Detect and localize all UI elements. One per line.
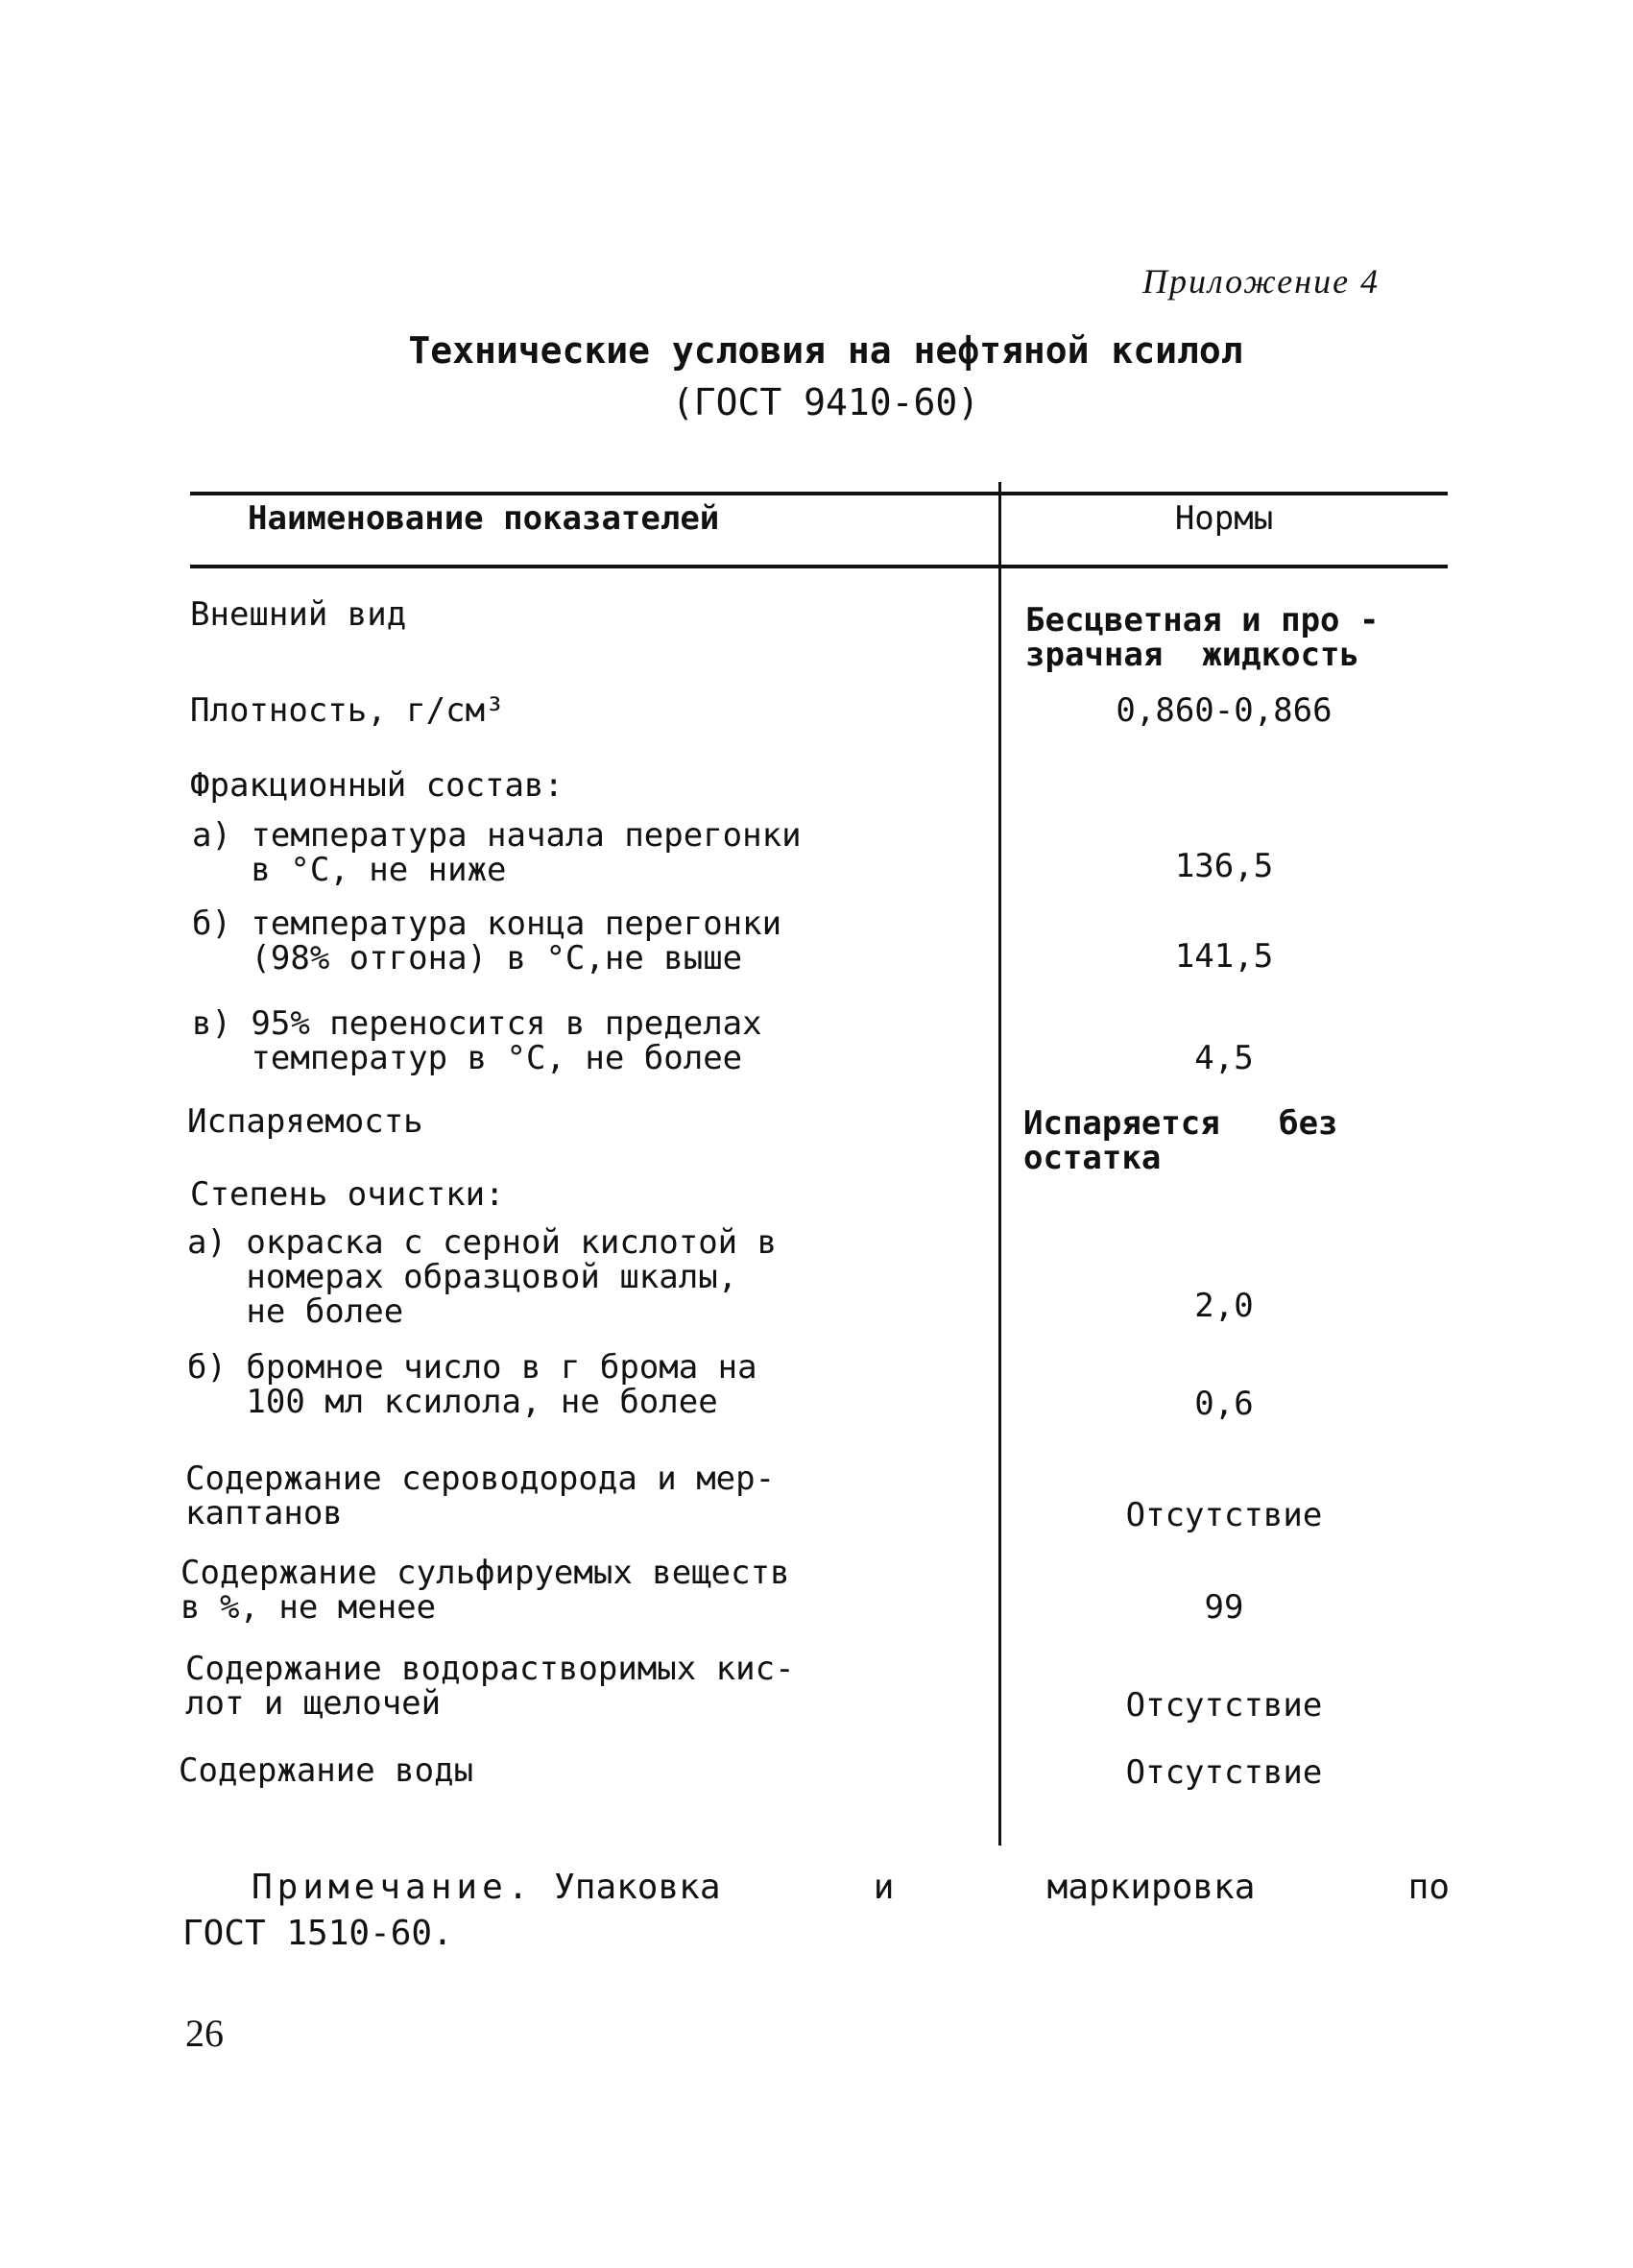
note-word: Упаковка — [554, 1868, 721, 1907]
row-name: Содержание воды — [179, 1751, 474, 1790]
row-name: Содержание сульфируемых веществ в %, не менее — [180, 1554, 790, 1627]
row-name: Содержание сероводорода и мер- каптанов — [185, 1460, 776, 1532]
row-norm: Отсутствие — [1125, 1496, 1323, 1534]
row-name: в) 95% переносится в пределах температур в °С, не более — [192, 1004, 762, 1077]
row-name: а) температура начала перегонки в °С, не ниже — [192, 816, 802, 889]
row-norm: Отсутствие — [1125, 1686, 1323, 1725]
row-norm: 0,6 — [1194, 1385, 1254, 1423]
header-norms: Нормы — [1174, 499, 1274, 538]
row-name: Содержание водорастворимых кис- лот и щелочей — [185, 1650, 795, 1723]
title-line-2: (ГОСТ 9410-60) — [671, 381, 980, 423]
header-name: Наименование показателей — [248, 499, 720, 538]
note-line-1 — [182, 1865, 1450, 1911]
table-top-rule — [190, 492, 1448, 495]
row-name: Испаряемость — [187, 1102, 423, 1141]
note-word: по — [1407, 1868, 1450, 1907]
row-norm: 99 — [1204, 1588, 1244, 1627]
row-name: Внешний вид — [190, 595, 407, 634]
row-name: б) температура конца перегонки (98% отгона) в °С,не выше — [192, 905, 782, 977]
table-header-rule — [190, 565, 1448, 568]
row-name: б) бромное число в г брома на 100 мл ксилола, не более — [187, 1348, 757, 1421]
row-name: Плотность, г/см³ — [190, 691, 505, 730]
row-norm: 2,0 — [1194, 1287, 1254, 1325]
note-word: маркировка — [1046, 1868, 1256, 1907]
row-norm: 4,5 — [1194, 1039, 1254, 1077]
page-number: 26 — [185, 2012, 224, 2055]
note-label: Примечание. — [252, 1868, 534, 1907]
row-norm: Бесцветная и про - зрачная жидкость — [1025, 601, 1380, 674]
row-norm: 141,5 — [1174, 937, 1274, 976]
row-name: Степень очистки: — [190, 1175, 505, 1214]
row-norm: 0,860-0,866 — [1116, 691, 1333, 730]
title-line-1: Технические условия на нефтяной ксилол — [408, 329, 1243, 372]
row-norm: Испаряется без остатка — [1023, 1104, 1338, 1177]
table-column-divider — [998, 482, 1001, 1846]
row-norm: 136,5 — [1174, 847, 1274, 885]
row-name: Фракционный состав: — [190, 766, 564, 805]
row-norm: Отсутствие — [1125, 1753, 1323, 1792]
note — [182, 1865, 1450, 1957]
note-line-2: ГОСТ 1510-60. — [182, 1914, 453, 1953]
document-title — [346, 325, 1306, 428]
note-word: и — [873, 1868, 895, 1907]
appendix-label: Приложение 4 — [1142, 262, 1381, 301]
row-name: а) окраска с серной кислотой в номерах образцовой шкалы, не более — [187, 1223, 778, 1331]
